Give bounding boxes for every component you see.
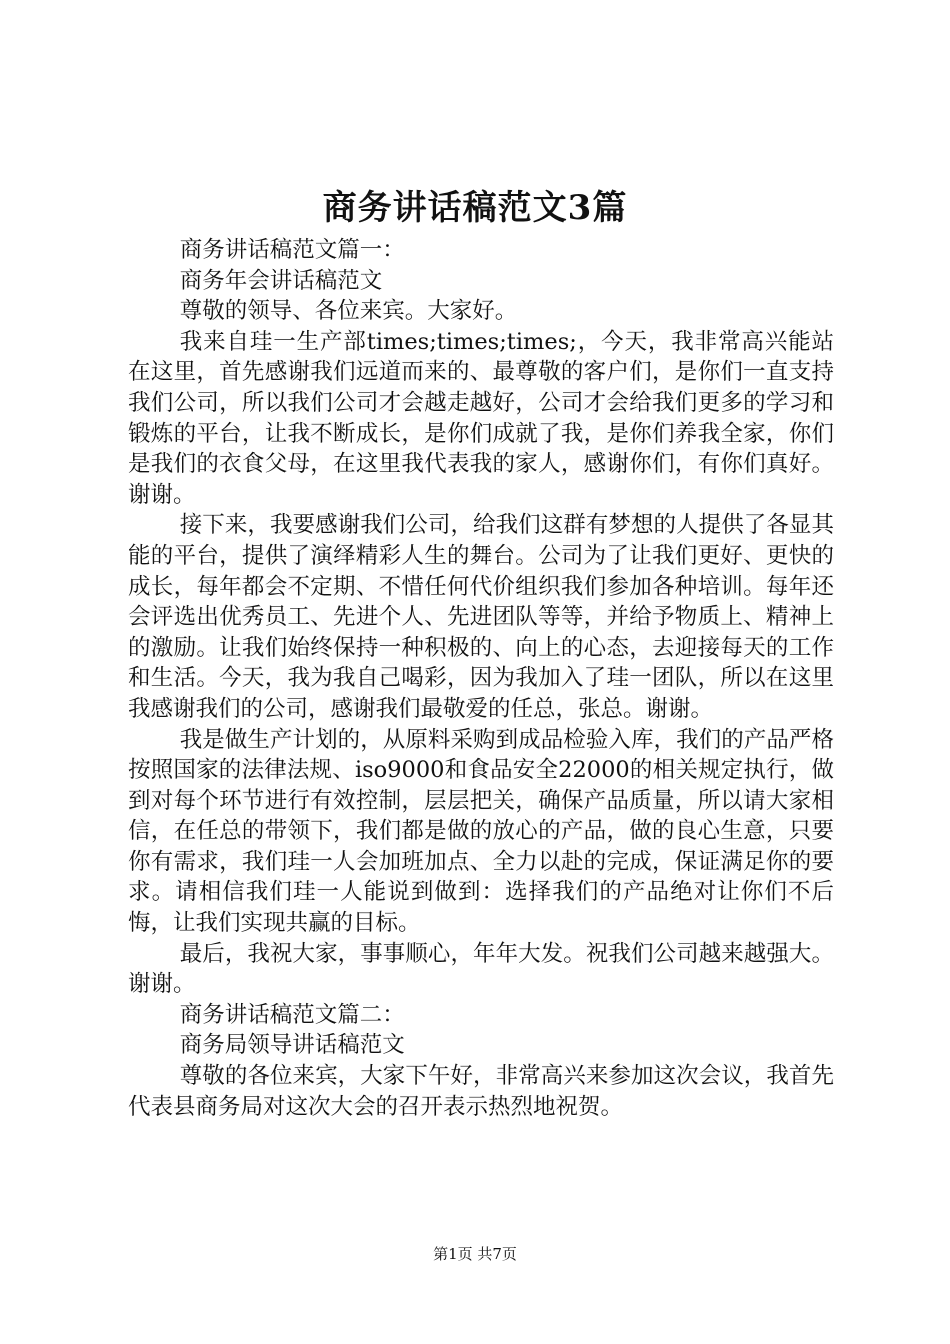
speech-title: 商务局领导讲话稿范文 [179,1032,405,1059]
section-heading: 商务讲话稿范文篇二： [179,1001,405,1028]
document-body [128,235,834,1122]
body-paragraph: 尊敬的各位来宾，大家下午好，非常高兴来参加这次会议，我首先代表县商务局对这次大会的召开表示热烈地祝贺。 [128,1063,834,1120]
document-title: 商务讲话稿范文3篇 [322,188,628,228]
body-paragraph: 我是做生产计划的，从原料采购到成品检验入库，我们的产品严格按照国家的法律法规、iso9000和食品安全22000的相关规定执行，做到对每个环节进行有效控制，层层把关，确保产品质量，所以请大家相信，在任总的带领下，我们都是做的放心的产品，做的良心生意，只要你有需求，我们珪一人会加班加点、全力以赴的完成，保证满足你的要求。请相信我们珪一人能说到做到：选择我们的产品绝对让你们不后悔，让我们实现共赢的目标。 [128,726,834,937]
speech-title: 商务年会讲话稿范文 [179,267,383,294]
closing-paragraph: 最后，我祝大家，事事顺心，年年大发。祝我们公司越来越强大。谢谢。 [128,940,834,998]
page-number-footer: 第1页 共7页 [433,1245,517,1263]
greeting: 尊敬的领导、各位来宾。大家好。 [179,298,518,325]
body-paragraph: 我来自珪一生产部times;times;times;，今天，我非常高兴能站在这里，首先感谢我们远道而来的、最尊敬的客户们，是你们一直支持我们公司，所以我们公司才会越走越好，公司才会给我们更多的学习和锻炼的平台，让我不断成长，是你们成就了我，是你们养我全家，你们是我们的衣食父母，在这里我代表我的家人，感谢你们，有你们真好。谢谢。 [128,328,834,508]
body-paragraph: 接下来，我要感谢我们公司，给我们这群有梦想的人提供了各显其能的平台，提供了演绎精彩人生的舞台。公司为了让我们更好、更快的成长，每年都会不定期、不惜任何代价组织我们参加各种培训。每年还会评选出优秀员工、先进个人、先进团队等等，并给予物质上、精神上的激励。让我们始终保持一种积极的、向上的心态，去迎接每天的工作和生活。今天，我为我自己喝彩，因为我加入了珪一团队，所以在这里我感谢我们的公司，感谢我们最敬爱的任总，张总。谢谢。 [128,512,834,722]
section-heading: 商务讲话稿范文篇一： [179,237,405,263]
